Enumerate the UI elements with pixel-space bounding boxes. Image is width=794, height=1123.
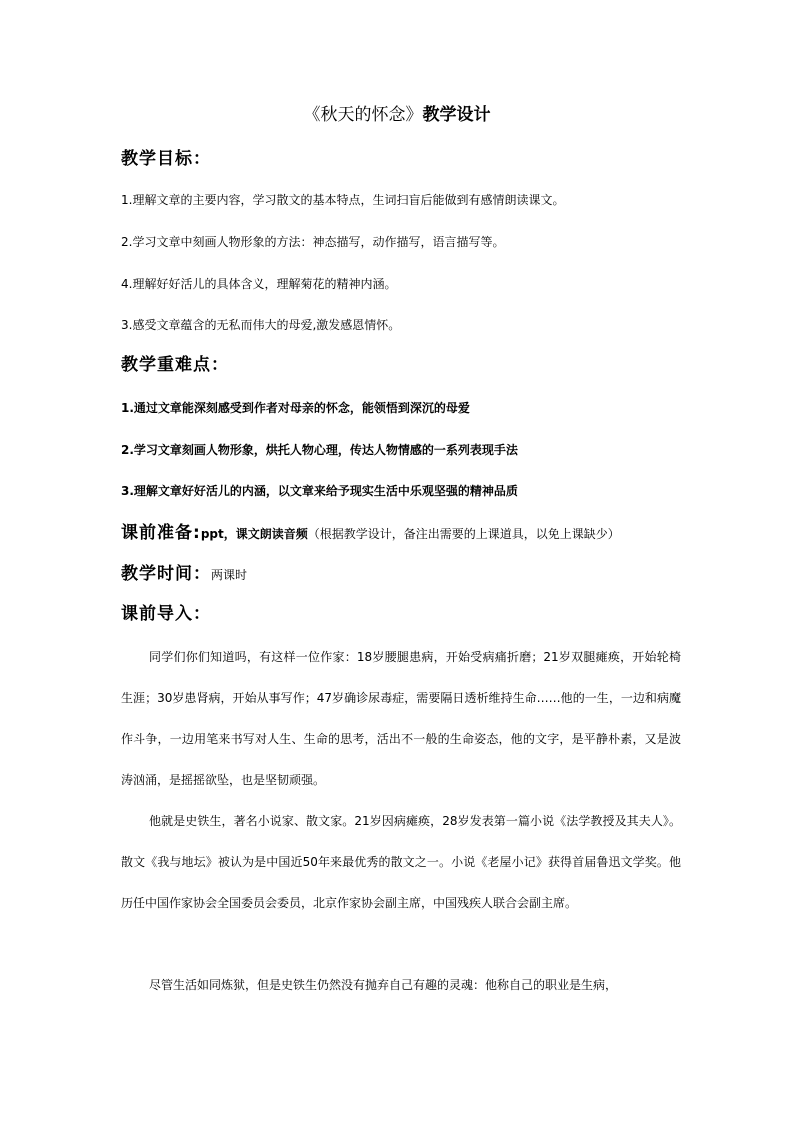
title-suffix: 教学设计 <box>422 105 491 125</box>
time-heading: 教学时间： <box>121 564 211 584</box>
key-point-item: 3.理解文章好好活儿的内涵，以文章来给予现实生活中乐观坚强的精神品质 <box>121 484 518 498</box>
intro-paragraph: 他就是史铁生，著名小说家、散文家。21岁因病瘫痪，28岁发表第一篇小说《法学教授及其夫人》。散文《我与地坛》被认为是中国近50年来最优秀的散文之一。小说《老屋小记》获得首届鲁迅文学奖。他历任中国作家协会全国委员会委员，北京作家协会副主席，中国残疾人联合会副主席。 <box>121 814 681 910</box>
page-title <box>0 103 794 127</box>
intro-heading: 课前导入： <box>121 604 211 624</box>
intro-paragraph: 同学们你们知道吗，有这样一位作家：18岁腰腿患病，开始受病痛折磨；21岁双腿瘫痪，开始轮椅生涯；30岁患肾病，开始从事写作；47岁确诊尿毒症，需要隔日透析维持生命……他的一生，一边和病魔作斗争，一边用笔来书写对人生、生命的思考，活出不一般的生命姿态，他的文字，是平静朴素，又是波涛汹涌，是摇摇欲坠，也是坚韧顽强。 <box>121 650 681 787</box>
objective-item: 1.理解文章的主要内容，学习散文的基本特点，生词扫盲后能做到有感情朗读课文。 <box>121 193 565 207</box>
key-point-item: 2.学习文章刻画人物形象，烘托人物心理，传达人物情感的一系列表现手法 <box>121 443 518 457</box>
prep-line <box>121 521 620 546</box>
time-line <box>121 562 247 587</box>
prep-heading: 课前准备: <box>121 523 201 543</box>
prep-materials: ppt，课文朗读音频 <box>200 527 308 541</box>
key-point-item: 1.通过文章能深刻感受到作者对母亲的怀念，能领悟到深沉的母爱 <box>121 401 470 415</box>
title-main: 《秋天的怀念》 <box>303 105 423 125</box>
objective-item: 3.感受文章蕴含的无私而伟大的母爱,激发感恩情怀。 <box>121 318 401 332</box>
objective-item: 4.理解好好活儿的具体含义，理解菊花的精神内涵。 <box>121 277 397 291</box>
objectives-heading: 教学目标： <box>121 149 211 169</box>
intro-paragraph: 尽管生活如同炼狱，但是史铁生仍然没有抛弃自己有趣的灵魂：他称自己的职业是生病， <box>149 978 618 992</box>
key-points-heading: 教学重难点： <box>121 355 229 375</box>
objective-item: 2.学习文章中刻画人物形象的方法：神态描写，动作描写，语言描写等。 <box>121 235 505 249</box>
time-value: 两课时 <box>211 568 248 582</box>
prep-note: （根据教学设计，备注出需要的上课道具，以免上课缺少） <box>307 527 620 541</box>
